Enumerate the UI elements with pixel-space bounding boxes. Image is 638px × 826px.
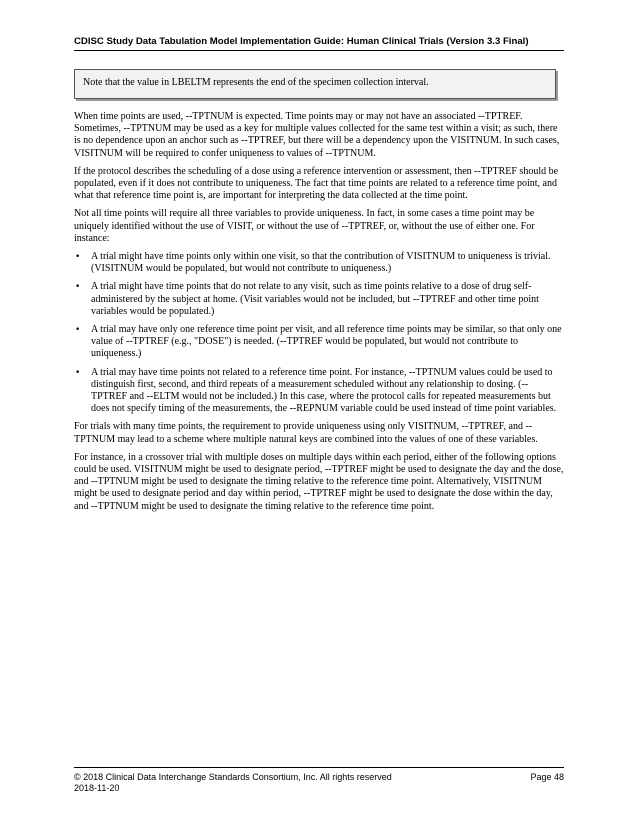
list-item xyxy=(74,251,564,275)
body-content xyxy=(74,111,564,519)
note-text: Note that the value in LBELTM represents the end of the specimen collection interval. xyxy=(83,77,429,88)
paragraph: For instance, in a crossover trial with multiple doses on multiple days within each period, either of the following options could be used. VISITNUM might be used to designate period, --TPTREF might be used to designate the day and the dose, and --TPTNUM might be used to designate the timing relative to the reference time point. Alternatively, VISITNUM might be used to designate period and day within period, --TPTREF might be used to designate the dose within the day, and --TPTNUM might be used to designate the timing relative to the reference time point. xyxy=(74,451,564,512)
bullet-icon: • xyxy=(75,367,81,378)
list-item xyxy=(74,281,564,318)
list-item xyxy=(74,367,564,416)
bullet-icon: • xyxy=(75,325,81,336)
list-item-text: A trial may have only one reference time point per visit, and all reference time points may be similar, so that only one value of --TPTREF (e.g., "DOSE") is needed. (--TPTREF would be populated, but would not contribute to uniqueness.) xyxy=(91,324,562,360)
note-box xyxy=(74,69,556,99)
list-item-text: A trial may have time points not related to a reference time point. For instance, --TPTNUM values could be used to distinguish first, second, and third repeats of a measurement scheduled without any relationship to dosing. (--TPTREF and --ELTM would not be included.) In this case, where the protocol calls for repeated measurements but does not specify timing of the measurements, the --REPNUM variable could be used instead of time point variables. xyxy=(91,366,557,415)
bullet-list xyxy=(74,251,564,415)
paragraph: Not all time points will require all three variables to provide uniqueness. In fact, in some cases a time point may be uniquely identified without the use of VISIT, or without the use of --TPTREF, or, without the use of either one. For instance: xyxy=(74,208,535,244)
bullet-icon: • xyxy=(75,252,81,263)
paragraph: If the protocol describes the scheduling of a dose using a reference intervention or assessment, then --TPTREF should be populated, even if it does not contribute to uniqueness. The fact that time points are related to a reference time point, and what that reference time point is, are important for interpreting the data collected at the time point. xyxy=(74,165,559,202)
page-footer xyxy=(74,772,564,794)
list-item-text: A trial might have time points that do not relate to any visit, such as time points relative to a dose of drug self-administered by the subject at home. (Visit variables would not be included, but --TPTREF and other time point variables would be populated.) xyxy=(91,281,539,317)
paragraph: When time points are used, --TPTNUM is expected. Time points may or may not have an associated --TPTREF. Sometimes, --TPTNUM may be used as a key for multiple values collected for the same test within a visit; as such, there is no dependence upon an anchor such as --TPTREF, but there will be a dependency upon the VISITNUM. In such cases, VISITNUM will be required to confer uniqueness to values of --TPTNUM. xyxy=(74,111,560,159)
list-item-text: A trial might have time points only within one visit, so that the contribution of VISITNUM to uniqueness is trivial. (VISITNUM would be populated, but would not contribute to uniqueness.) xyxy=(91,251,551,275)
footer-date: 2018-11-20 xyxy=(74,783,120,793)
header-rule xyxy=(74,50,564,51)
bullet-icon: • xyxy=(75,282,81,293)
page-header-title: CDISC Study Data Tabulation Model Implementation Guide: Human Clinical Trials (Version 3.3 Final) xyxy=(74,36,529,47)
page-number: Page 48 xyxy=(530,772,564,782)
footer-rule xyxy=(74,767,564,768)
footer-copyright: © 2018 Clinical Data Interchange Standards Consortium, Inc. All rights reserved xyxy=(74,772,392,782)
list-item xyxy=(74,324,564,361)
paragraph: For trials with many time points, the requirement to provide uniqueness using only VISITNUM, --TPTREF, and --TPTNUM may lead to a scheme where multiple natural keys are combined into the values of one of these variables. xyxy=(74,421,538,445)
